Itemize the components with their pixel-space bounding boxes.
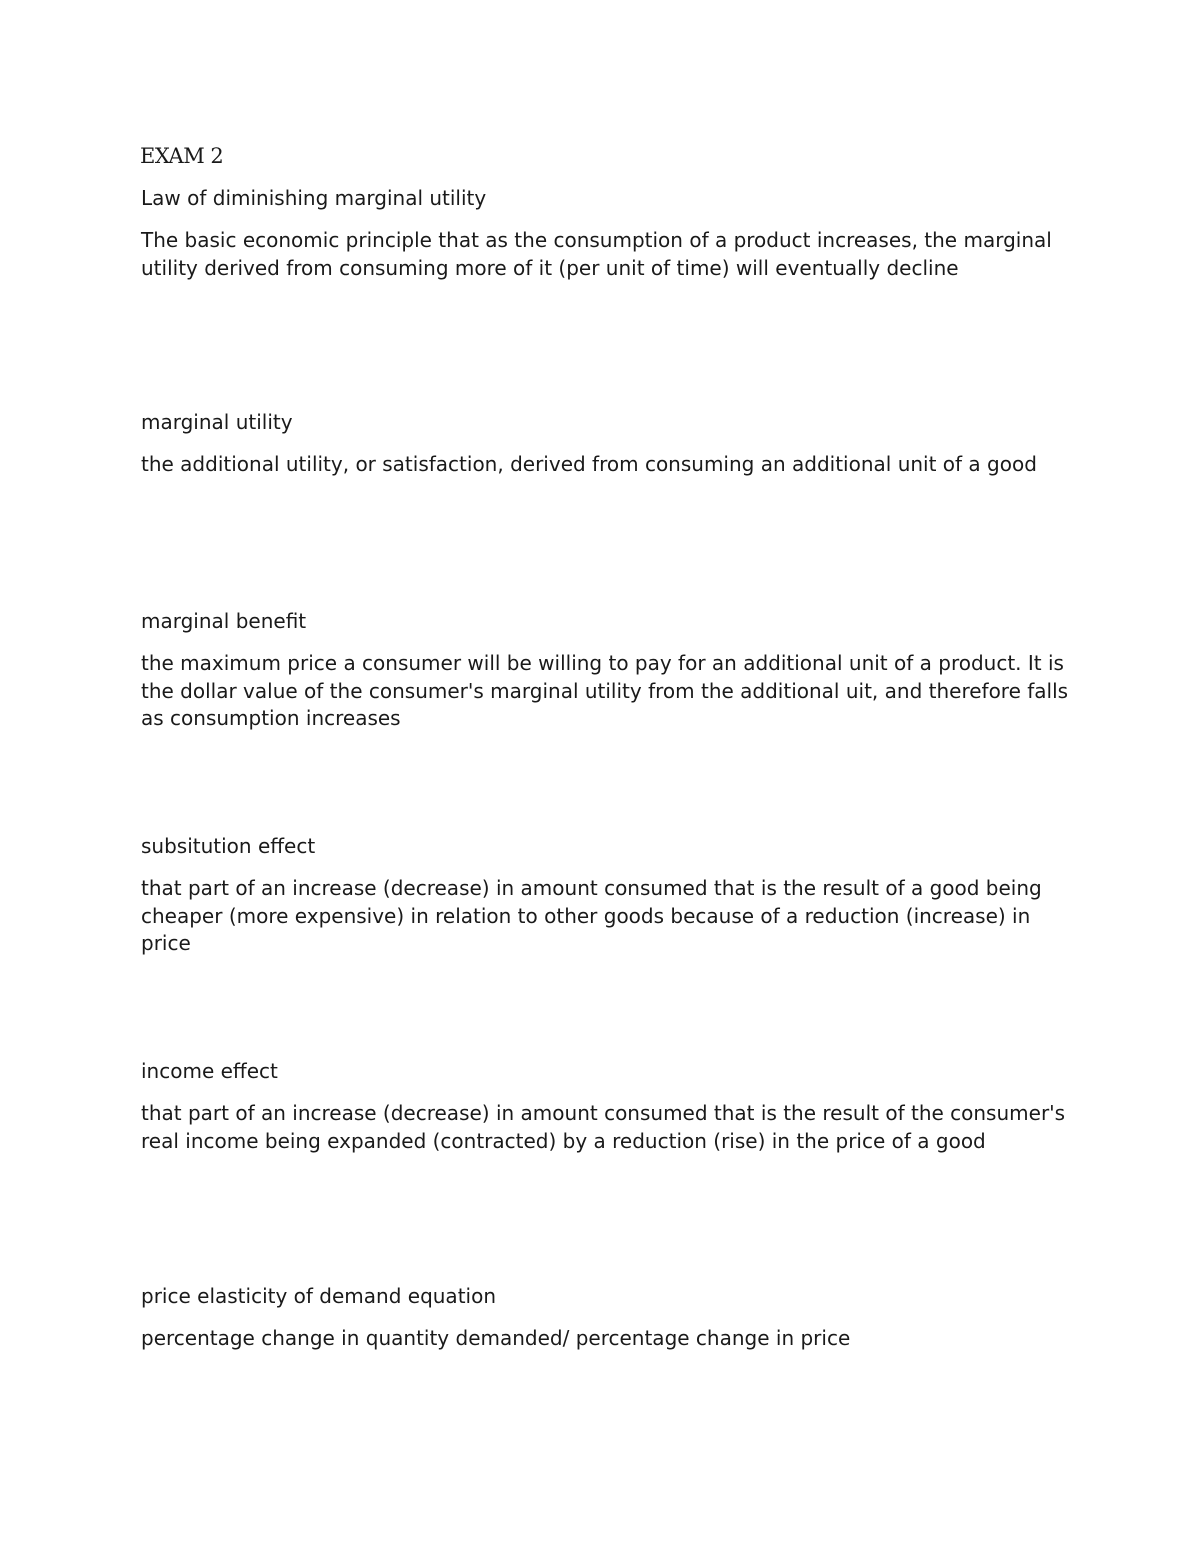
glossary-entry [141,409,1071,479]
entry-term: subsitution effect [141,834,316,858]
entry-definition: that part of an increase (decrease) in amount consumed that is the result of a good being cheaper (more expensive) in relation to other goods because of a reduction (increase) in price [141,876,1042,955]
glossary-entry [141,608,1071,733]
entry-term: Law of diminishing marginal utility [141,186,487,210]
entry-definition: the maximum price a consumer will be willing to pay for an additional unit of a product. It is the dollar value of the consumer's marginal utility from the additional uit, and therefore falls as consumption increases [141,651,1069,730]
entry-definition: the additional utility, or satisfaction, derived from consuming an additional unit of a good [141,452,1037,476]
entry-term: marginal benefit [141,609,307,633]
glossary-entry [141,833,1071,958]
entry-term: price elasticity of demand equation [141,1284,496,1308]
entry-definition: percentage change in quantity demanded/ percentage change in price [141,1326,851,1350]
glossary-entry [141,185,1071,282]
glossary-entry [141,1058,1071,1155]
entry-definition: that part of an increase (decrease) in amount consumed that is the result of the consumer's real income being expanded (contracted) by a reduction (rise) in the price of a good [141,1101,1066,1153]
document-title: EXAM 2 [140,144,224,168]
entry-definition: The basic economic principle that as the consumption of a product increases, the marginal utility derived from consuming more of it (per unit of time) will eventually decline [141,228,1052,280]
glossary-entry [141,1283,1071,1353]
entry-term: marginal utility [141,410,293,434]
entry-term: income effect [141,1059,278,1083]
